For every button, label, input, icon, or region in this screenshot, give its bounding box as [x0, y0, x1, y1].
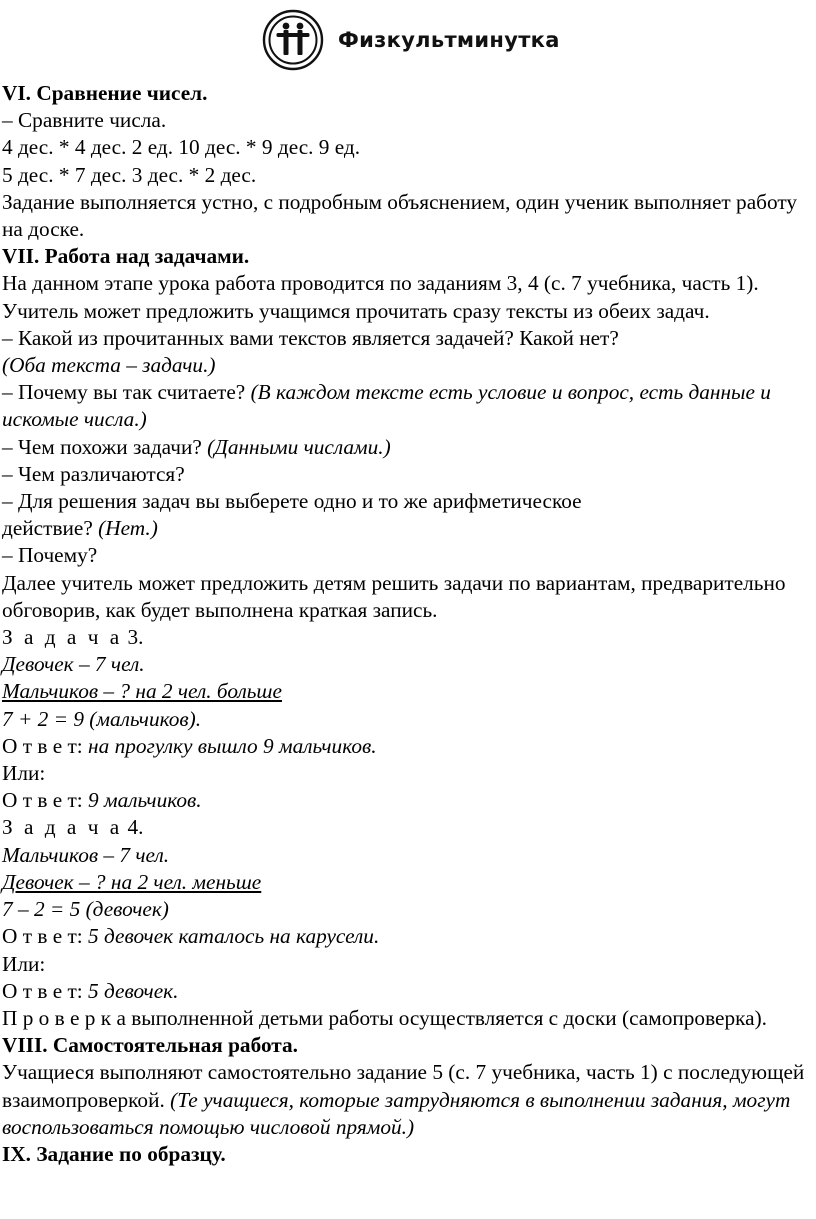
- task-line: [2, 869, 810, 896]
- check-text: выполненной детьми работы осуществляется с доски (самопроверка).: [125, 1005, 767, 1030]
- answer-text: (В каждом тексте есть условие и вопрос, есть данные и искомые числа.): [2, 380, 771, 432]
- text-line: 4 дес. * 4 дес. 2 ед. 10 дес. * 9 дес. 9 ед.: [2, 135, 361, 160]
- or-label: Или:: [2, 761, 46, 786]
- task-4-heading: [2, 814, 810, 841]
- question-line: – Для решения задач вы выберете одно и то же арифметическое: [2, 489, 582, 514]
- question-text: действие?: [2, 516, 99, 541]
- document-body: [2, 80, 810, 1168]
- answer-line: (Оба текста – задачи.): [2, 353, 216, 378]
- paragraph: Далее учитель может предложить детям решить задачи по вариантам, предварительно обговорив, как будет выполнена краткая запись.: [2, 570, 786, 622]
- answer-text: 9 мальчиков.: [82, 788, 202, 813]
- check-paragraph: [2, 1005, 810, 1032]
- question-answer-line: [2, 379, 810, 433]
- section-7-heading: VII. Работа над задачами.: [2, 244, 250, 269]
- question-answer-line: [2, 434, 810, 461]
- question-text: – Почему вы так считаете?: [2, 380, 251, 405]
- answer-text: 5 девочек.: [82, 978, 179, 1003]
- text-line: Учитель может предложить учащимся прочитать сразу тексты из обеих задач.: [2, 298, 710, 323]
- answer-label: О т в е т:: [2, 733, 83, 758]
- task-line: Мальчиков – 7 чел.: [2, 842, 170, 867]
- answer-line: [2, 733, 810, 760]
- answer-text: (Данными числами.): [207, 434, 391, 459]
- paragraph: На данном этапе урока работа проводится по заданиям 3, 4 (с. 7 учебника, часть 1).: [2, 271, 759, 296]
- or-label: Или:: [2, 951, 46, 976]
- check-label: П р о в е р к а: [2, 1005, 126, 1030]
- answer-text: (Нет.): [98, 516, 158, 541]
- task-label: З а д а ч а: [2, 815, 123, 840]
- section-8-heading: VIII. Самостоятельная работа.: [2, 1033, 299, 1058]
- text-line: 5 дес. * 7 дес. 3 дес. * 2 дес.: [2, 162, 257, 187]
- section-9-heading: IX. Задание по образцу.: [2, 1141, 226, 1166]
- task-solution: 7 + 2 = 9 (мальчиков).: [2, 706, 202, 731]
- paragraph-text: Учащиеся выполняют самостоятельно задание 5 (с. 7 учебника, часть 1) с последующей взаимопроверкой.: [2, 1060, 805, 1112]
- answer-label: О т в е т:: [2, 924, 83, 949]
- two-figures-circle-icon: [262, 9, 324, 71]
- question-line: – Чем различаются?: [2, 461, 185, 486]
- answer-text: 5 девочек каталось на карусели.: [82, 924, 380, 949]
- answer-label: О т в е т:: [2, 978, 83, 1003]
- question-text: – Чем похожи задачи?: [2, 434, 208, 459]
- answer-line: [2, 923, 810, 950]
- paragraph: [2, 1059, 810, 1141]
- answer-line: [2, 978, 810, 1005]
- page-header: [262, 10, 560, 70]
- task-solution: 7 – 2 = 5 (девочек): [2, 897, 169, 922]
- task-line: Девочек – 7 чел.: [2, 652, 145, 677]
- task-label: З а д а ч а: [2, 625, 123, 650]
- task-number: 4.: [122, 815, 144, 840]
- question-line: – Почему?: [2, 543, 98, 568]
- question-answer-line: [2, 515, 810, 542]
- header-title: Физкультминутка: [338, 28, 560, 52]
- task-number: 3.: [122, 625, 144, 650]
- underlined-task-line: Мальчиков – ? на 2 чел. больше: [2, 679, 282, 704]
- answer-text: на прогулку вышло 9 мальчиков.: [82, 733, 377, 758]
- text-line: – Сравните числа.: [2, 108, 167, 133]
- question-line: – Какой из прочитанных вами текстов является задачей? Какой нет?: [2, 325, 619, 350]
- answer-line: [2, 787, 810, 814]
- task-3-heading: [2, 624, 810, 651]
- answer-label: О т в е т:: [2, 788, 83, 813]
- underlined-task-line: Девочек – ? на 2 чел. меньше: [2, 869, 262, 894]
- paragraph-italic: (Те учащиеся, которые затрудняются в выполнении задания, могут воспользоваться помощью числовой прямой.): [2, 1087, 791, 1139]
- task-line: [2, 678, 810, 705]
- paragraph: Задание выполняется устно, с подробным объяснением, один ученик выполняет работу на доске.: [2, 189, 798, 242]
- section-6-heading: VI. Сравнение чисел.: [2, 81, 208, 105]
